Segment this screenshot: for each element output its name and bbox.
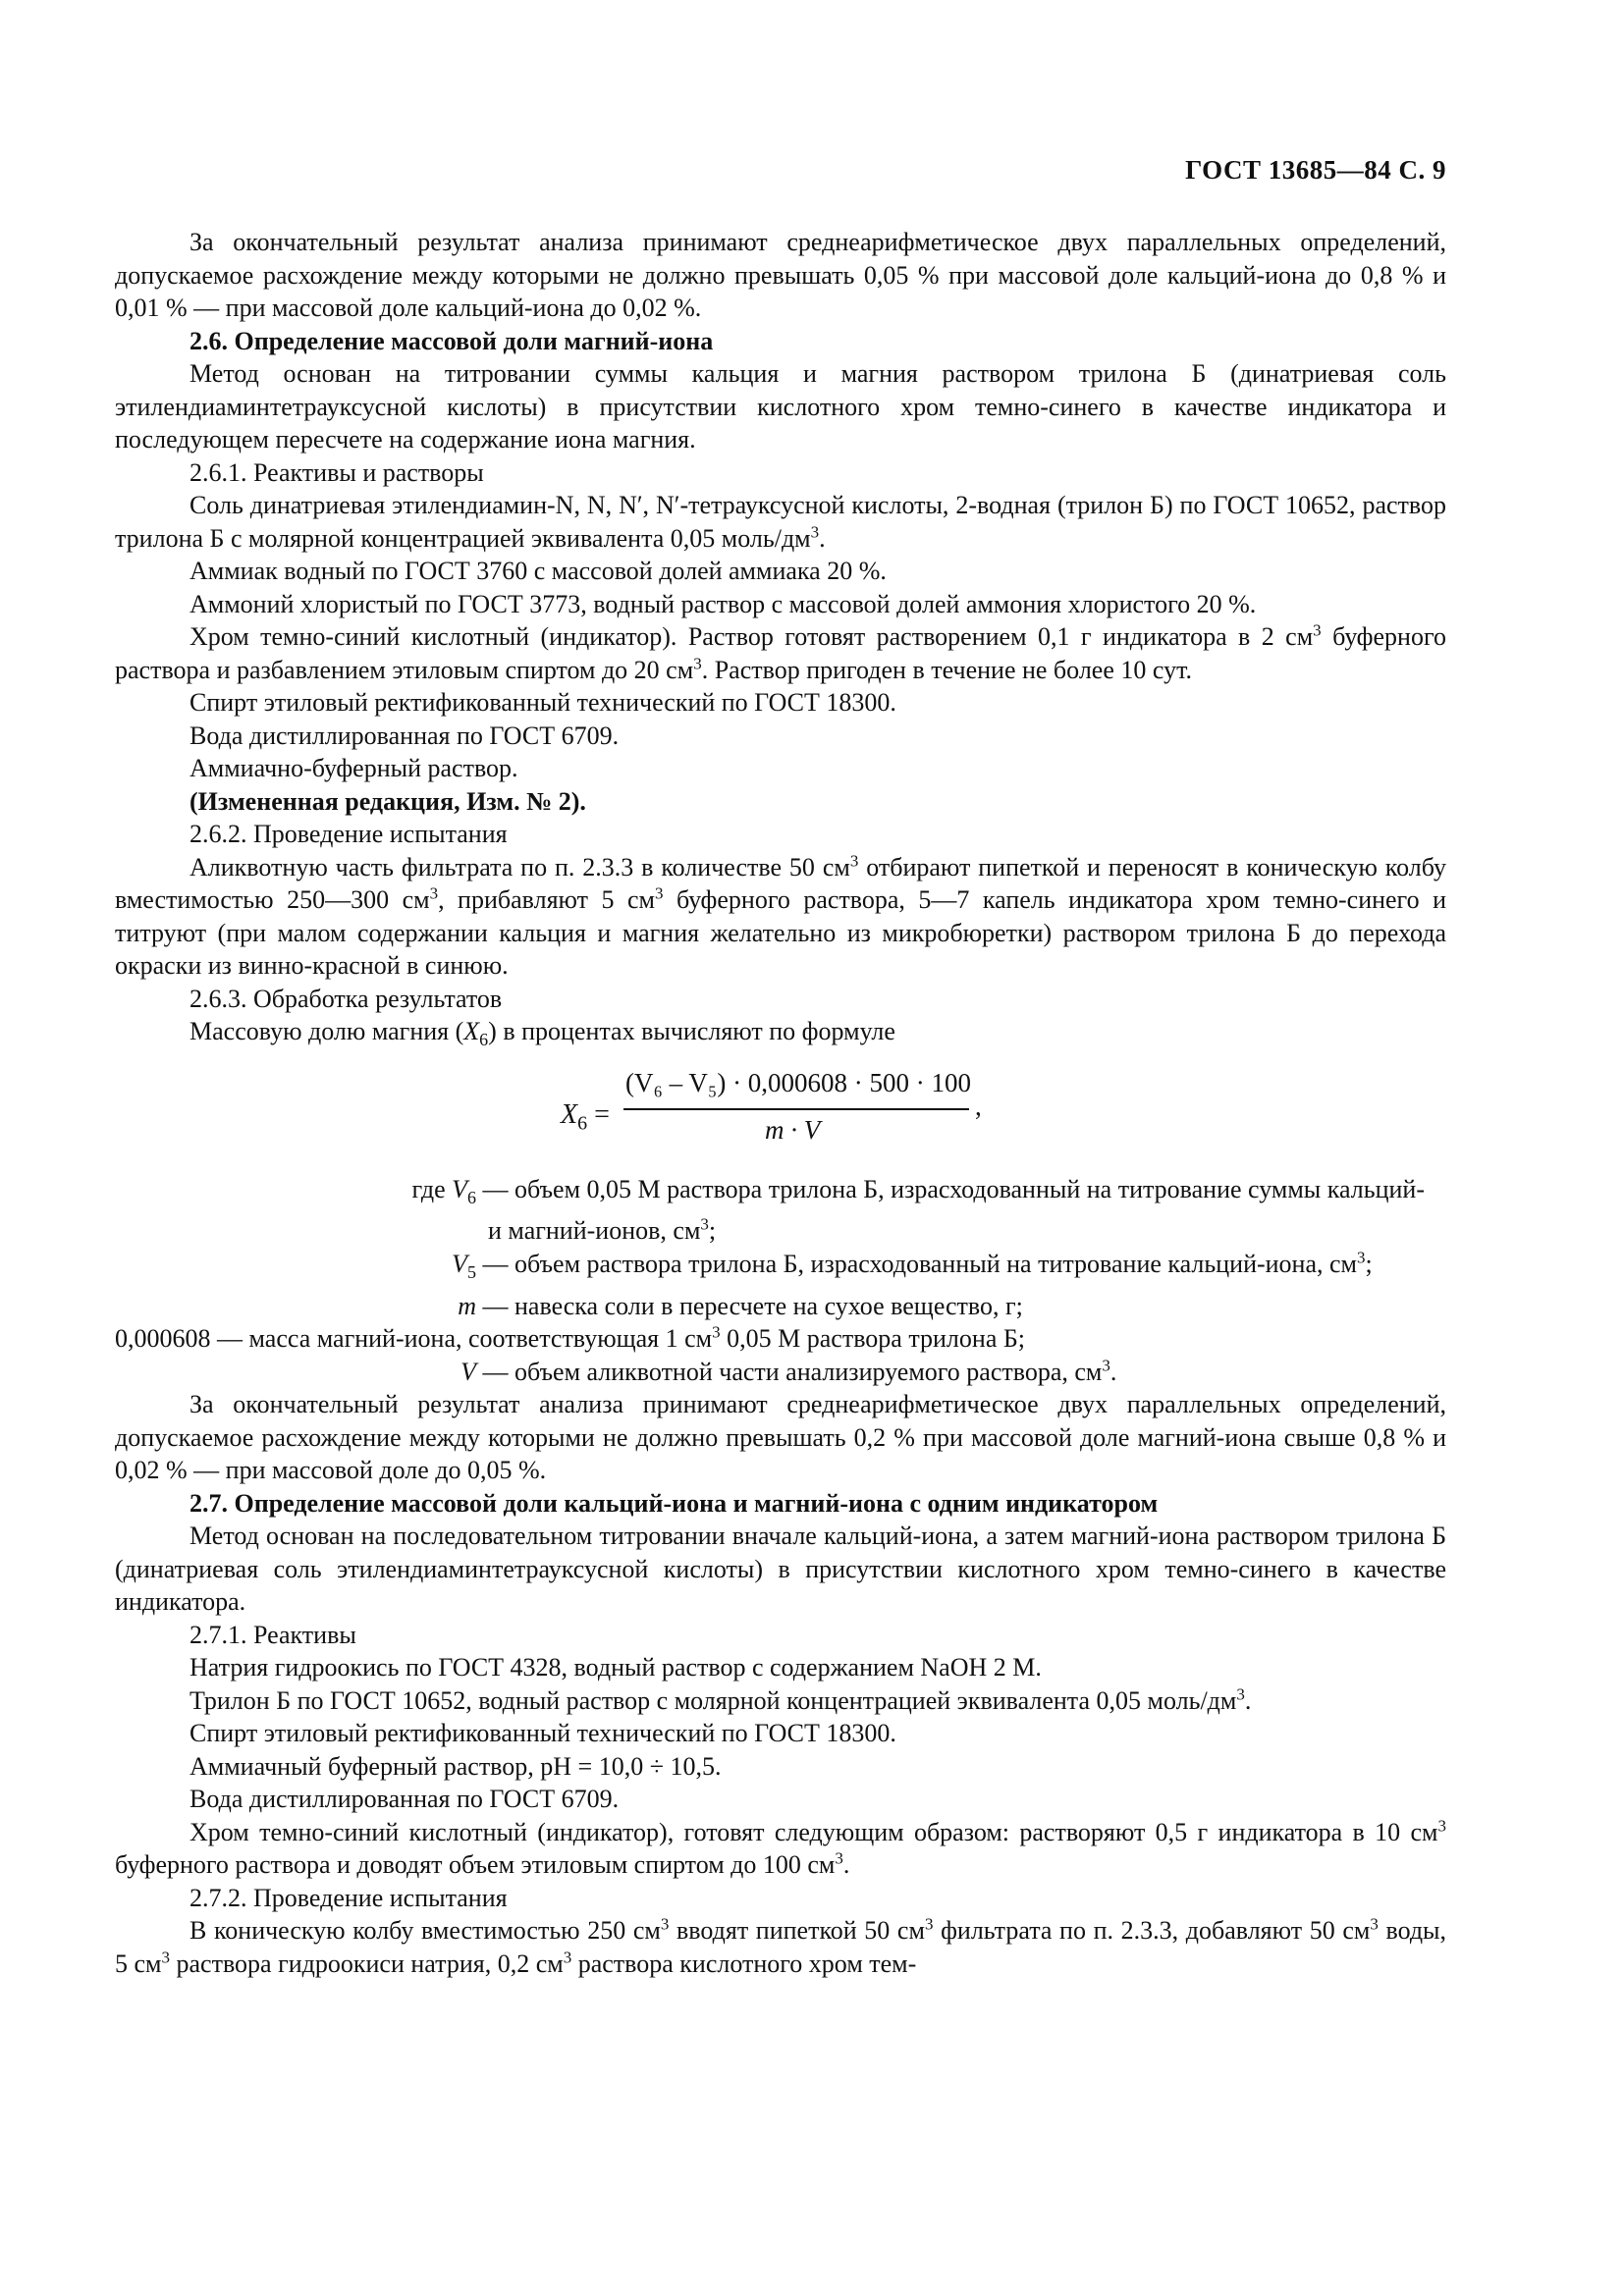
formula-denominator: m · V: [765, 1114, 821, 1145]
fraction-bar: [623, 1108, 969, 1110]
paragraph: Аммиачно-буферный раствор.: [189, 754, 518, 782]
definition-constant: 0,000608 — масса магний-иона, соответствующая 1 $см^3$ 0,05 М раствора трилона Б;: [115, 1322, 1026, 1354]
subsection-title-2-7-2: 2.7.2. Проведение испытания: [189, 1883, 508, 1912]
definition-v5: $V_5$ — объем раствора трилона Б, израсходованный на титрование кальций-иона, $см^3$;: [452, 1248, 1373, 1283]
subsection-title-2-6-1: 2.6.1. Реактивы и растворы: [189, 457, 484, 487]
variable-definitions: [115, 1173, 1446, 1388]
paragraph: Хром темно-синий кислотный (индикатор), готовят следующим образом: растворяют 0,5 г индикатора в 10 $см^3$ буферного раствора и доводят объем этиловым спиртом до 100 $см^3$.: [115, 1815, 1446, 1880]
subsection-title-2-6-2: 2.6.2. Проведение испытания: [189, 820, 508, 848]
formula-comma: ,: [975, 1091, 982, 1121]
paragraph: Массовую долю магния $(X_6)$ в процентах вычисляют по формуле: [189, 1017, 895, 1050]
paragraph: Аликвотную часть фильтрата по п. 2.3.3 в количестве 50 $см^3$ отбирают пипеткой и переносят в коническую колбу вместимостью 250—300 $см^3$, прибавляют 5 $см^3$ буферного раствора, 5—7 капель индикатора хром темно-синего и титруют (при малом содержании кальция и магния желательно из микробюретки) раствором трилона Б до перехода окраски из винно-красной в синюю.: [115, 850, 1446, 980]
paragraph: Спирт этиловый ректификованный технический по ГОСТ 18300.: [189, 688, 896, 717]
paragraph: Метод основан на титровании суммы кальция и магния раствором трилона Б (динатриевая соль этилендиаминтетрауксусной кислоты) в присутствии кислотного хром темно-синего в качестве индикатора и последующем пересчете на содержание иона магния.: [115, 359, 1446, 454]
formula-numerator: (V₆ – V₅) · 0,000608 · 500 · 100: [625, 1067, 972, 1097]
formula-x6: [115, 1061, 1446, 1167]
paragraph: Хром темно-синий кислотный (индикатор). Раствор готовят растворением 0,1 г индикатора в 2 $см^3$ буферного раствора и разбавлением этиловым спиртом до 20 $см^3$. Раствор пригоден в течение не более 10 сут.: [115, 620, 1446, 684]
definition-m: m — навеска соли в пересчете на сухое вещество, г;: [458, 1291, 1023, 1320]
paragraph: Натрия гидроокись по ГОСТ 4328, водный раствор с содержанием NaOH 2 М.: [189, 1653, 1042, 1682]
paragraph: Вода дистиллированная по ГОСТ 6709.: [189, 1785, 620, 1814]
subsection-title-2-7-1: 2.7.1. Реактивы: [189, 1620, 356, 1649]
section-title-2-7: 2.7. Определение массовой доли кальций-иона и магний-иона с одним индикатором: [189, 1488, 1159, 1518]
paragraph: Метод основан на последовательном титровании вначале кальций-иона, а затем магний-иона раствором трилона Б (динатриевая соль этилендиаминтетрауксусной кислоты) в присутствии кислотного хром темно-синего в качестве индикатора.: [115, 1522, 1446, 1617]
formula-lhs: $X_6$ =: [561, 1098, 610, 1135]
revision-note: (Измененная редакция, Изм. № 2).: [189, 786, 586, 816]
paragraph: За окончательный результат анализа принимают среднеарифметическое двух параллельных определений, допускаемое расхождение между которыми не должно превышать 0,2 % при массовой доле магний-иона свыше 0,8 % и 0,02 % — при массовой доле до 0,05 %.: [115, 1390, 1446, 1485]
page-header: ГОСТ 13685—84 С. 9: [1185, 155, 1446, 185]
definition-v6: где $V_6$ — объем 0,05 М раствора трилона Б, израсходованный на титрование суммы кальций-: [411, 1174, 1425, 1207]
definition-v6-cont: и магний-ионов, $см^3$;: [488, 1214, 717, 1246]
paragraph: Аммиак водный по ГОСТ 3760 с массовой долей аммиака 20 %.: [189, 557, 887, 585]
paragraph: Трилон Б по ГОСТ 10652, водный раствор с молярной концентрацией эквивалента 0,05 моль/$дм^3$.: [189, 1683, 1252, 1715]
document-body: [115, 147, 1446, 1980]
paragraph: За окончательный результат анализа принимают среднеарифметическое двух параллельных определений, допускаемое расхождение между которыми не должно превышать 0,05 % при массовой доле кальций-иона до 0,8 % и 0,01 % — при массовой доле кальций-иона до 0,02 %.: [115, 228, 1446, 322]
paragraph: Аммиачный буферный раствор, рН = 10,0 ÷ 10,5.: [189, 1751, 722, 1781]
definition-v: V — объем аликвотной части анализируемого раствора, $см^3$.: [460, 1355, 1117, 1386]
paragraph: Спирт этиловый ректификованный технический по ГОСТ 18300.: [189, 1719, 896, 1748]
paragraph: В коническую колбу вместимостью 250 $см^3$ вводят пипеткой 50 $см^3$ фильтрата по п. 2.3.3, добавляют 50 $см^3$ воды, 5 $см^3$ раствора гидроокиси натрия, 0,2 $см^3$ раствора кислотного хром тем-: [115, 1914, 1447, 1978]
subsection-title-2-6-3: 2.6.3. Обработка результатов: [189, 984, 503, 1013]
paragraph: Вода дистиллированная по ГОСТ 6709.: [189, 721, 620, 750]
paragraph: Соль динатриевая этилендиамин-N, N, N′, N′-тетрауксусной кислоты, 2-водная (трилон Б) по ГОСТ 10652, раствор трилона Б с молярной концентрацией эквивалента 0,05 моль/$дм^3$.: [115, 491, 1446, 553]
paragraph: Аммоний хлористый по ГОСТ 3773, водный раствор с массовой долей аммония хлористого 20 %.: [189, 589, 1257, 618]
section-title-2-6: 2.6. Определение массовой доли магний-иона: [189, 326, 714, 355]
